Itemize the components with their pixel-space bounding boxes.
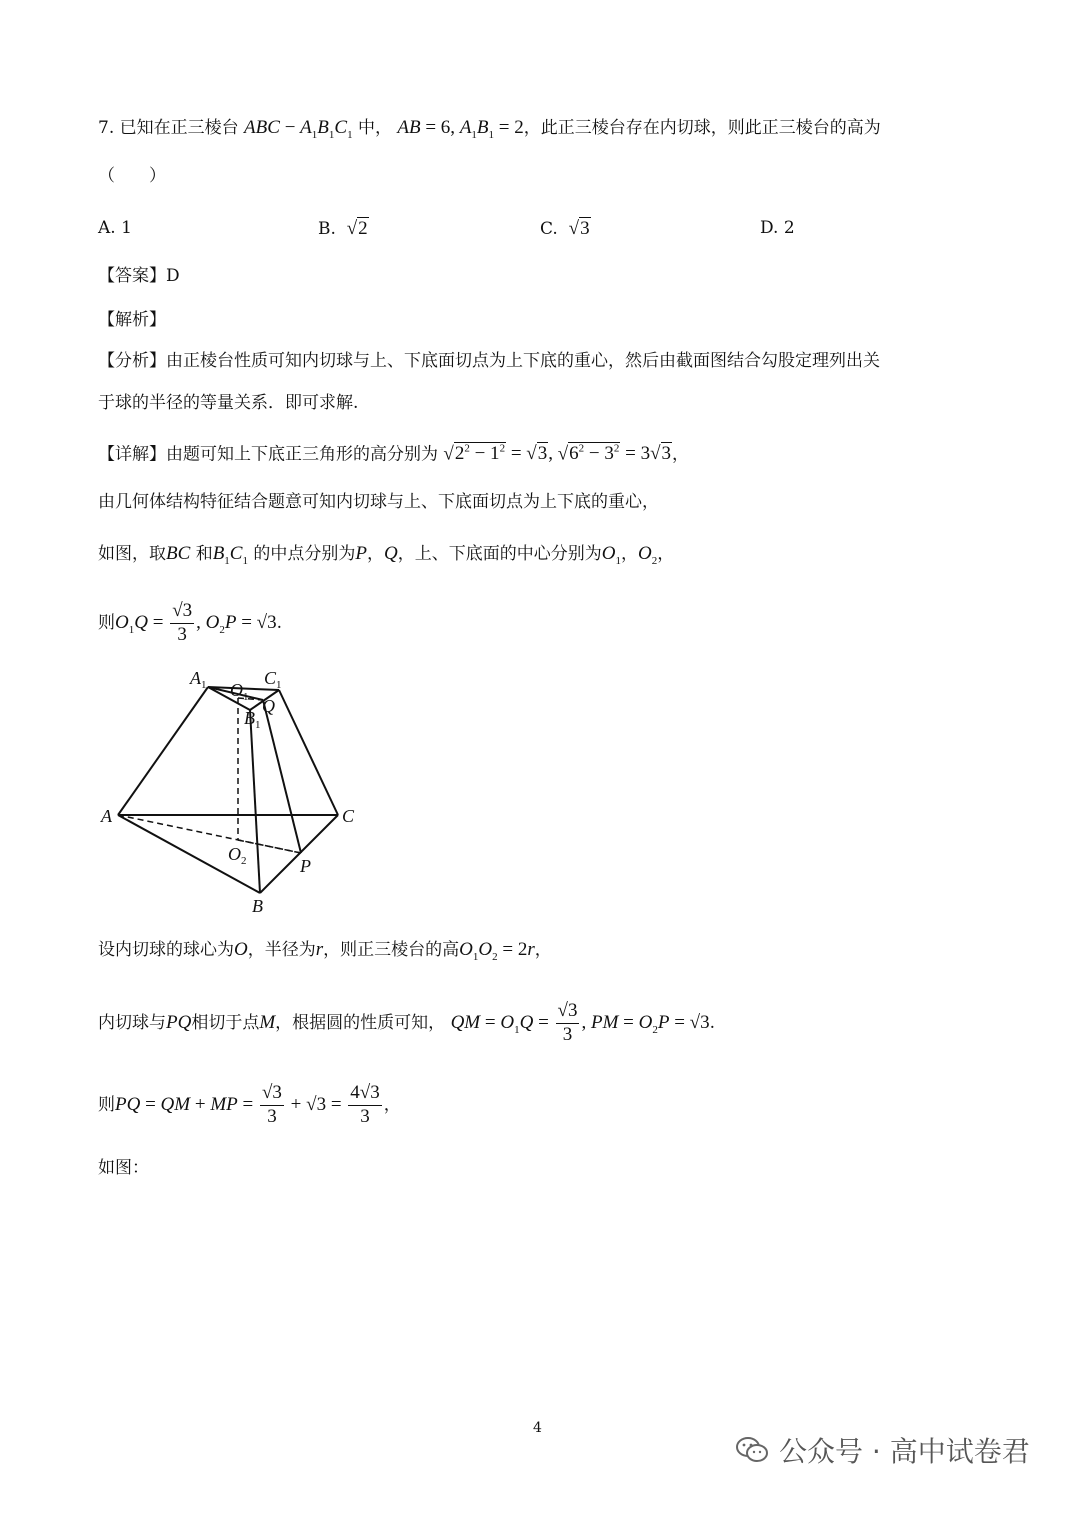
label-b1: $B_1$ [244,708,261,731]
label-b: B [252,896,263,916]
label-o2: $O_2$ [228,844,247,867]
line-8: 如图： [98,1158,149,1178]
line-5: 设内切球的球心为O，半径为r，则正三棱台的高$O_1O_2 = 2r$， [98,939,552,963]
line-4: 则$O_1Q$ = $\frac{√3}{3}$ , $O_2P = √3$. [98,600,283,645]
line-6: 内切球与PQ相切于点M，根据圆的性质可知， QM = $O_1Q$ = $\frac{√3}{3}$ , PM = $O_2P = √3$. [98,1000,716,1045]
label-o1: $O_1$ [230,680,249,703]
fenxi-line-1: 【分析】由正棱台性质可知内切球与上、下底面切点为上下底的重心，然后由截面图结合勾股定理列出关 [98,351,880,371]
label-p: P [300,856,311,876]
line-7: 则PQ = QM + MP = $\frac{√3}{3}$ + √3 = $\frac{4√3}{3}$ ， [98,1082,401,1127]
option-c: C. √3 [540,218,590,239]
option-a: A. 1 [98,218,132,238]
label-c1: $C_1$ [264,668,282,691]
footer-watermark [735,1430,1030,1470]
line-3: 如图，取BC 和$B_1C_1$ 的中点分别为P，Q，上、下底面的中心分别为$O_1$，$O_2$， [98,543,675,567]
fenxi-line-2: 于球的半径的等量关系．即可求解. [98,393,359,413]
line-2: 由几何体结构特征结合题意可知内切球与上、下底面切点为上下底的重心， [98,492,659,512]
analysis-tag: 【解析】 [98,310,166,330]
wechat-icon [735,1436,769,1464]
label-q: Q [262,696,275,716]
answer-paren: （ ） [98,166,166,186]
answer-line: 【答案】D [98,266,180,286]
label-a: A [101,806,112,826]
frustum-diagram [98,660,378,920]
option-b: B. √2 [318,218,368,239]
option-d: D. 2 [760,218,795,238]
page-number: 4 [533,1420,542,1436]
question-stem: 7. 已知在正三棱台 ABC − $A_1B_1C_1$ 中， AB = 6, $A_1B_1 = 2$，此正三棱台存在内切球，则此正三棱台的高为 [98,117,881,141]
label-c: C [342,806,355,826]
label-a1: $A_1$ [190,668,207,691]
xiangjie-line-1: 【详解】由题可知上下底正三角形的高分别为 $√2^2 - 1^2 = √3$, $√6^2 - 3^2 = 3√3$， [98,443,690,465]
footer-text: 公众号 · 高中试卷君 [779,1435,1030,1468]
